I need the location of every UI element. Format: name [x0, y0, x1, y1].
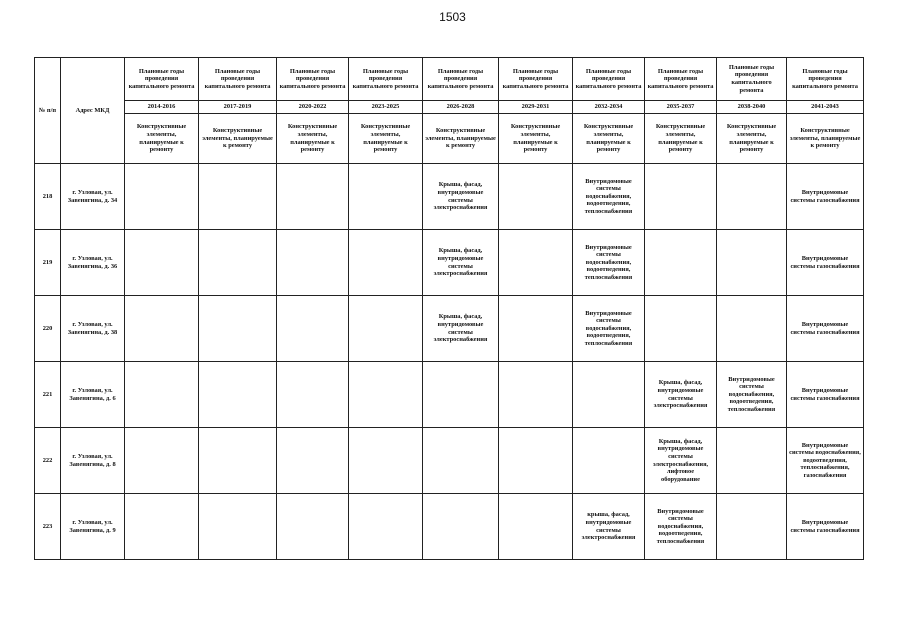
repair-cell [349, 362, 423, 428]
period-years: 2020-2022 [277, 101, 349, 114]
repair-cell: Крыша, фасад, внутридомовые системы электроснабжения, лифтовое оборудование [645, 428, 717, 494]
row-number: 223 [35, 494, 61, 560]
elements-subheading: Конструктивные элементы, планируемые к ремонту [423, 114, 499, 164]
repair-cell [125, 494, 199, 560]
row-number: 221 [35, 362, 61, 428]
period-heading: Плановые годы проведения капитального ремонта [199, 58, 277, 101]
table-row [35, 362, 864, 428]
column-header-address: Адрес МКД [61, 58, 125, 164]
elements-subheading: Конструктивные элементы, планируемые к ремонту [499, 114, 573, 164]
header-row-periods [35, 58, 864, 101]
table-row [35, 494, 864, 560]
repair-cell: крыша, фасад, внутридомовые системы электроснабжения [573, 494, 645, 560]
repair-cell: Крыша, фасад, внутридомовые системы электроснабжения [423, 296, 499, 362]
repair-cell [349, 164, 423, 230]
repair-cell [499, 296, 573, 362]
repair-cell [277, 296, 349, 362]
repair-cell [125, 362, 199, 428]
table-row [35, 428, 864, 494]
period-heading: Плановые годы проведения капитального ремонта [423, 58, 499, 101]
repair-cell [199, 164, 277, 230]
repair-cell: Внутридомовые системы водоснабжения, водоотведения, теплоснабжения [573, 164, 645, 230]
repair-cell [125, 428, 199, 494]
row-address: г. Узловая, ул. Завенягина, д. 6 [61, 362, 125, 428]
repair-cell [573, 428, 645, 494]
repair-cell [125, 230, 199, 296]
repair-cell [277, 230, 349, 296]
row-address: г. Узловая, ул. Завенягина, д. 38 [61, 296, 125, 362]
repair-cell [499, 494, 573, 560]
row-address: г. Узловая, ул. Завенягина, д. 9 [61, 494, 125, 560]
repair-cell: Внутридомовые системы водоснабжения, водоотведения, теплоснабжения, газоснабжения [787, 428, 864, 494]
repair-cell [499, 428, 573, 494]
repair-cell [349, 230, 423, 296]
repair-cell: Внутридомовые системы газоснабжения [787, 164, 864, 230]
repair-cell: Крыша, фасад, внутридомовые системы электроснабжения [645, 362, 717, 428]
repair-cell: Внутридомовые системы водоснабжения, водоотведения, теплоснабжения [717, 362, 787, 428]
repair-cell [499, 230, 573, 296]
repair-cell [423, 494, 499, 560]
repair-cell: Внутридомовые системы газоснабжения [787, 494, 864, 560]
repair-cell [499, 362, 573, 428]
repair-cell [277, 164, 349, 230]
repair-cell [717, 296, 787, 362]
repair-cell [645, 296, 717, 362]
period-years: 2041-2043 [787, 101, 864, 114]
repair-cell [277, 494, 349, 560]
repair-cell [199, 494, 277, 560]
period-heading: Плановые годы проведения капитального ремонта [499, 58, 573, 101]
page-number: 1503 [439, 10, 466, 24]
period-heading: Плановые годы проведения капитального ремонта [349, 58, 423, 101]
repair-cell [125, 164, 199, 230]
repair-cell [125, 296, 199, 362]
table-row [35, 164, 864, 230]
row-address: г. Узловая, ул. Завенягина, д. 36 [61, 230, 125, 296]
repair-cell [573, 362, 645, 428]
repair-cell [717, 494, 787, 560]
row-number: 222 [35, 428, 61, 494]
repair-cell [277, 428, 349, 494]
row-number: 219 [35, 230, 61, 296]
repair-cell [645, 164, 717, 230]
repair-cell [349, 296, 423, 362]
repair-cell: Внутридомовые системы водоснабжения, водоотведения, теплоснабжения [645, 494, 717, 560]
elements-subheading: Конструктивные элементы, планируемые к ремонту [199, 114, 277, 164]
repair-cell [277, 362, 349, 428]
period-years: 2023-2025 [349, 101, 423, 114]
row-address: г. Узловая, ул. Завенягина, д. 34 [61, 164, 125, 230]
column-header-number: № п/п [35, 58, 61, 164]
repair-cell [349, 428, 423, 494]
elements-subheading: Конструктивные элементы, планируемые к ремонту [645, 114, 717, 164]
period-years: 2029-2031 [499, 101, 573, 114]
period-heading: Плановые годы проведения капитального ремонта [717, 58, 787, 101]
elements-subheading: Конструктивные элементы, планируемые к ремонту [717, 114, 787, 164]
repair-cell: Внутридомовые системы водоснабжения, водоотведения, теплоснабжения [573, 296, 645, 362]
period-heading: Плановые годы проведения капитального ремонта [277, 58, 349, 101]
repair-cell [499, 164, 573, 230]
period-heading: Плановые годы проведения капитального ремонта [573, 58, 645, 101]
repair-cell: Крыша, фасад, внутридомовые системы электроснабжения [423, 164, 499, 230]
row-address: г. Узловая, ул. Завенягина, д. 8 [61, 428, 125, 494]
repair-cell: Крыша, фасад, внутридомовые системы электроснабжения [423, 230, 499, 296]
period-heading: Плановые годы проведения капитального ремонта [125, 58, 199, 101]
repair-cell [423, 362, 499, 428]
period-years: 2026-2028 [423, 101, 499, 114]
period-years: 2032-2034 [573, 101, 645, 114]
repair-cell [717, 428, 787, 494]
repair-cell [199, 362, 277, 428]
repair-cell [199, 296, 277, 362]
repair-cell: Внутридомовые системы газоснабжения [787, 296, 864, 362]
repair-cell [717, 230, 787, 296]
elements-subheading: Конструктивные элементы, планируемые к ремонту [277, 114, 349, 164]
elements-subheading: Конструктивные элементы, планируемые к ремонту [349, 114, 423, 164]
repair-cell [717, 164, 787, 230]
row-number: 218 [35, 164, 61, 230]
repair-cell [423, 428, 499, 494]
period-heading: Плановые годы проведения капитального ремонта [645, 58, 717, 101]
period-years: 2017-2019 [199, 101, 277, 114]
period-years: 2014-2016 [125, 101, 199, 114]
period-heading: Плановые годы проведения капитального ремонта [787, 58, 864, 101]
repair-cell: Внутридомовые системы газоснабжения [787, 230, 864, 296]
repair-cell: Внутридомовые системы газоснабжения [787, 362, 864, 428]
repair-cell [349, 494, 423, 560]
elements-subheading: Конструктивные элементы, планируемые к ремонту [573, 114, 645, 164]
repair-cell [645, 230, 717, 296]
header-row-elements [35, 114, 864, 164]
elements-subheading: Конструктивные элементы, планируемые к ремонту [787, 114, 864, 164]
elements-subheading: Конструктивные элементы, планируемые к ремонту [125, 114, 199, 164]
period-years: 2038-2040 [717, 101, 787, 114]
row-number: 220 [35, 296, 61, 362]
period-years: 2035-2037 [645, 101, 717, 114]
repair-cell [199, 230, 277, 296]
repair-cell [199, 428, 277, 494]
table-row [35, 296, 864, 362]
header-row-years [35, 101, 864, 114]
repair-cell: Внутридомовые системы водоснабжения, водоотведения, теплоснабжения [573, 230, 645, 296]
repair-schedule-table [34, 57, 864, 560]
table-row [35, 230, 864, 296]
